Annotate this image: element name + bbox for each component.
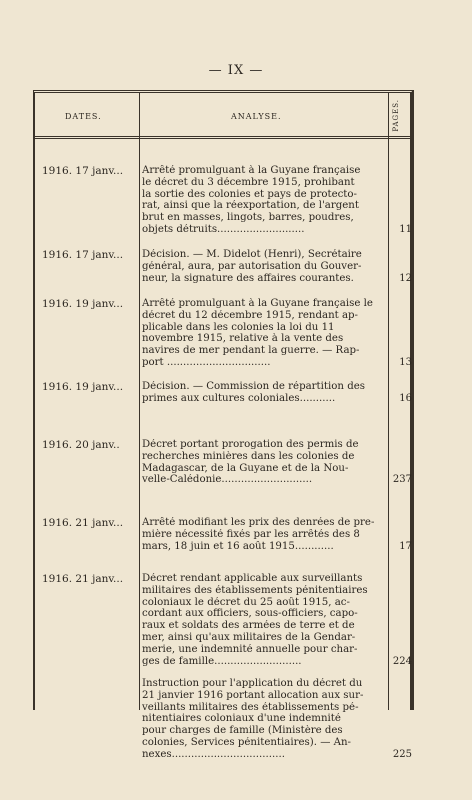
- entry-page: 16: [399, 392, 412, 404]
- analysis-line: pour charges de famille (Ministère des: [142, 725, 343, 737]
- analysis-line: général, aura, par autorisation du Gouver-: [142, 260, 362, 272]
- entry-analysis: [142, 298, 386, 369]
- analysis-line: cordant aux officiers, sous-officiers, capo-: [142, 608, 358, 620]
- entry-page: 13: [399, 357, 412, 368]
- index-table: [33, 90, 414, 760]
- entry-page: 224: [392, 655, 412, 667]
- analysis-line: Arrêté promulguant à la Guyane française: [142, 165, 361, 176]
- entry-page: 17: [399, 540, 412, 552]
- analysis-line: mer, ainsi qu'aux militaires de la Gendar-: [142, 631, 356, 643]
- header-pages: PAGES.: [392, 99, 400, 132]
- analysis-line: neur, la signature des affaires courantes.: [142, 272, 354, 284]
- entry-analysis: [142, 381, 386, 405]
- analysis-line: Arrêté modifiant les prix des denrées de pre-: [142, 517, 375, 528]
- analysis-line: Décret portant prorogation des permis de: [142, 439, 359, 450]
- analysis-line: plicable dans les colonies la loi du 11: [142, 321, 335, 333]
- entry-page: 12: [399, 272, 412, 284]
- analysis-line: Instruction pour l'application du décret du: [142, 678, 363, 689]
- analysis-line: militaires des établissements pénitentiaires: [142, 584, 368, 596]
- column-divider-pages: [388, 93, 389, 710]
- analysis-line: 21 janvier 1916 portant allocation aux sur-: [142, 689, 364, 701]
- table-header: [35, 93, 410, 139]
- entry-date: 1916. 20 janv..: [42, 439, 120, 451]
- analysis-line: primes aux cultures coloniales...........: [142, 392, 336, 404]
- entry-date: 1916. 19 janv...: [42, 381, 124, 393]
- analysis-line: rat, ainsi que la réexportation, de l'argent: [142, 200, 359, 212]
- header-dates: DATES.: [65, 112, 102, 121]
- analysis-line: coloniaux le décret du 25 août 1915, ac-: [142, 596, 350, 608]
- analysis-line: objets détruits...........................: [142, 223, 305, 235]
- analysis-line: mière nécessité fixés par les arrêtés des 8: [142, 528, 360, 540]
- analysis-line: Madagascar, de la Guyane et de la Nou-: [142, 462, 349, 474]
- analysis-line: merie, une indemnité annuelle pour char-: [142, 643, 358, 655]
- analysis-line: recherches minières dans les colonies de: [142, 450, 355, 462]
- analysis-line: le décret du 3 décembre 1915, prohibant: [142, 176, 355, 188]
- page-number: — IX —: [208, 63, 264, 78]
- entry-date: 1916. 21 janv...: [42, 517, 124, 529]
- entry-date: 1916. 17 janv...: [42, 249, 124, 261]
- analysis-line: Décret rendant applicable aux surveillants: [142, 573, 363, 584]
- analysis-line: ges de famille...........................: [142, 655, 302, 667]
- header-analyse: ANALYSE.: [231, 112, 282, 121]
- entry-analysis: [142, 165, 386, 236]
- analysis-line: la sortie des colonies et pays de protecto-: [142, 188, 357, 200]
- entry-analysis: [142, 573, 386, 667]
- analysis-line: novembre 1915, relative à la vente des: [142, 333, 344, 345]
- analysis-line: Arrêté promulguant à la Guyane française le: [142, 298, 373, 309]
- entry-analysis: [142, 678, 386, 761]
- column-divider-dates: [139, 93, 140, 710]
- analysis-line: velle-Calédonie............................: [142, 474, 313, 486]
- analysis-line: Décision. — M. Didelot (Henri), Secrétaire: [142, 249, 362, 260]
- analysis-line: nitentiaires coloniaux d'une indemnité: [142, 713, 341, 725]
- analysis-line: Décision. — Commission de répartition des: [142, 381, 365, 392]
- analysis-line: décret du 12 décembre 1915, rendant ap-: [142, 309, 359, 321]
- entry-analysis: [142, 517, 386, 552]
- analysis-line: navires de mer pendant la guerre. — Rap-: [142, 345, 360, 357]
- entry-analysis: [142, 249, 386, 284]
- analysis-line: mars, 18 juin et 16 août 1915............: [142, 540, 334, 552]
- analysis-line: port ................................: [142, 356, 271, 368]
- entry-analysis: [142, 439, 386, 486]
- entry-page: 11: [399, 224, 412, 235]
- entry-date: 1916. 21 janv...: [42, 573, 124, 585]
- analysis-line: brut en masses, lingots, barres, poudres,: [142, 212, 354, 224]
- entry-page: 225: [392, 748, 412, 760]
- analysis-line: veillants militaires des établissements pé-: [142, 701, 359, 713]
- analysis-line: nexes...................................: [142, 748, 285, 760]
- entry-page: 237: [392, 474, 412, 486]
- analysis-line: colonies, Services pénitentiaires). — An-: [142, 736, 351, 748]
- entry-date: 1916. 19 janv...: [42, 298, 124, 310]
- entry-date: 1916. 17 janv...: [42, 165, 124, 177]
- analysis-line: raux et soldats des armées de terre et de: [142, 620, 355, 632]
